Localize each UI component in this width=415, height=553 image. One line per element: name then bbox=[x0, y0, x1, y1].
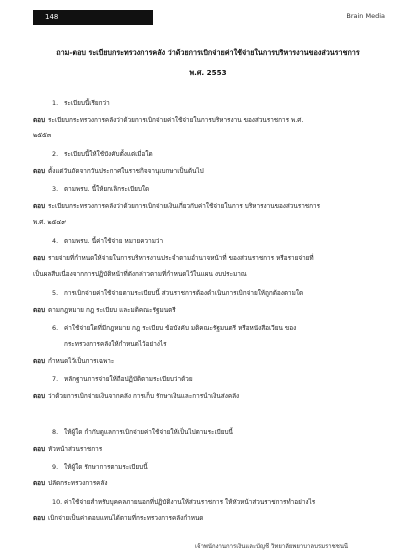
question-9: 9. ให้ผู้ใด รักษาการตามระเบียบนี้ bbox=[52, 463, 148, 471]
question-10: 10. ค่าใช้จ่ายสำหรับบุคคลภายนอกที่ปฏิบัติงานให้ส่วนราชการ ให้หัวหน้าส่วนราชการทำอย่างไร bbox=[52, 498, 316, 506]
answer-4: ตอบ รายจ่ายที่กำหนดให้จ่ายในการบริหารงานประจำตามอำนาจหน้าที่ ของส่วนราชการ หรือรายจ่ายที่ bbox=[33, 254, 314, 262]
document-title bbox=[28, 43, 388, 83]
answer-10: ตอบ เบิกจ่ายเป็นค่าตอบแทนได้ตามที่กระทรวงการคลังกำหนด bbox=[33, 514, 204, 522]
question-2: 2. ระเบียบนี้ให้ใช้บังคับตั้งแต่เมื่อใด bbox=[52, 150, 153, 158]
page-header bbox=[33, 10, 385, 25]
question-6: 6. ค่าใช้จ่ายใดที่มีกฎหมาย กฎ ระเบียบ ข้อบังคับ มติคณะรัฐมนตรี หรือหนังสือเวียน ของ bbox=[52, 324, 297, 332]
answer-4-cont: เป็นผลสืบเนื่องจากการปฏิบัติหน้าที่ดังกล่าวตามที่กำหนดไว้ในแผน งบประมาณ bbox=[33, 270, 247, 278]
answer-9: ตอบ ปลัดกระทรวงการคลัง bbox=[33, 479, 108, 487]
question-6-cont: กระทรวงการคลังให้กำหนดไว้อย่างไร bbox=[64, 340, 167, 348]
answer-3-cont: พ.ศ. ๒๕๔๙ bbox=[33, 218, 66, 226]
page-footer: เจ้าพนักงานการเงินและบัญชี วิทยาลัยพยาบาลบรมราชชนนี bbox=[195, 543, 349, 550]
question-7: 7. หลักฐานการจ่ายให้ถือปฏิบัติตามระเบียบว่าด้วย bbox=[52, 375, 193, 383]
title-line-1: ถาม-ตอบ ระเบียบกระทรวงการคลัง ว่าด้วยการเบิกจ่ายค่าใช้จ่ายในการบริหารงานของส่วนราชการ bbox=[56, 48, 360, 57]
page-number: 148 bbox=[33, 10, 153, 25]
question-4: 4. ตามพรบ. นี้ค่าใช้จ่าย หมายความว่า bbox=[52, 237, 164, 245]
answer-1: ตอบ ระเบียบกระทรวงการคลังว่าด้วยการเบิกจ่ายค่าใช้จ่ายในการบริหารงาน ของส่วนราชการ พ.ศ. bbox=[33, 116, 304, 124]
answer-8: ตอบ หัวหน้าส่วนราชการ bbox=[33, 445, 103, 453]
question-1: 1. ระเบียบนี้เรียกว่า bbox=[52, 99, 110, 107]
answer-6: ตอบ กำหนดไว้เป็นการเฉพาะ bbox=[33, 357, 115, 365]
question-8: 8. ให้ผู้ใด กำกับดูแลการเบิกจ่ายค่าใช้จ่ายให้เป็นไปตามระเบียบนี้ bbox=[52, 428, 233, 436]
answer-5: ตอบ ตามกฎหมาย กฎ ระเบียบ และมติคณะรัฐมนตรี bbox=[33, 306, 176, 314]
question-3: 3. ตามพรบ. นี้ให้ยกเลิกระเบียบใด bbox=[52, 185, 150, 193]
answer-1-cont: ๒๕๕๓ bbox=[33, 131, 52, 139]
answer-3: ตอบ ระเบียบกระทรวงการคลังว่าด้วยการเบิกจ่ายเงินเกี่ยวกับค่าใช้จ่ายในการ บริหารงานของส่วนราชการ bbox=[33, 202, 321, 210]
question-5: 5. การเบิกจ่ายค่าใช้จ่ายตามระเบียบนี้ ส่วนราชการต้องดำเนินการเบิกจ่ายให้ถูกต้องตามใด bbox=[52, 289, 304, 297]
title-line-2: พ.ศ. 2553 bbox=[189, 68, 227, 77]
answer-7: ตอบ ว่าด้วยการเบิกจ่ายเงินจากคลัง การเก็บ รักษาเงินและการนำเงินส่งคลัง bbox=[33, 392, 240, 400]
answer-2: ตอบ ตั้งแต่วันถัดจากวันประกาศในราชกิจจานุเบกษาเป็นต้นไป bbox=[33, 167, 204, 175]
brand-name: Brain Media bbox=[346, 12, 385, 20]
